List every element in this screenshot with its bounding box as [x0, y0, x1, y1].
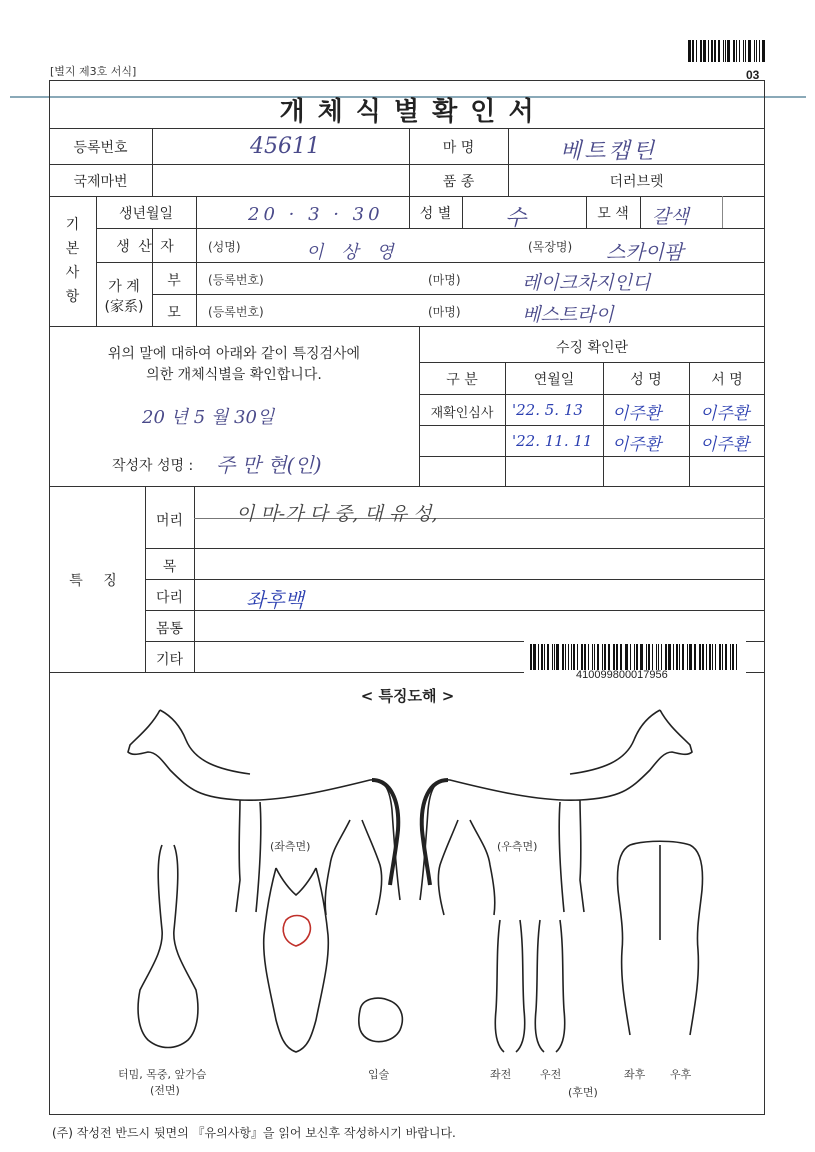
- top-barcode: [688, 40, 766, 62]
- barcode-bar: [718, 40, 720, 62]
- dam-label: 모: [167, 305, 181, 321]
- barcode-bar: [723, 40, 724, 62]
- head-marking: [283, 916, 310, 947]
- feature-leg-label: 다리: [155, 590, 184, 606]
- horse-front-legs: [495, 920, 564, 1052]
- left-side-label: (좌측면): [270, 840, 311, 853]
- intl-no-label: 국제마번: [73, 174, 128, 190]
- basic-section-char-3: 사: [65, 265, 80, 281]
- barcode-bar: [745, 40, 746, 62]
- barcode-bar: [725, 40, 726, 62]
- rule: [419, 394, 765, 395]
- revision-row-2-name: 이주환: [612, 435, 662, 455]
- barcode-bar: [594, 644, 595, 670]
- revision-row-1-date: '22. 5. 13: [512, 401, 583, 419]
- barcode-bar: [608, 644, 610, 670]
- basic-section-char-2: 본: [65, 241, 80, 257]
- horse-rear-view: [618, 841, 703, 1035]
- rule: [462, 196, 463, 228]
- rule: [419, 362, 765, 363]
- barcode-bar: [630, 644, 632, 670]
- barcode-bar: [556, 644, 558, 670]
- barcode-bar: [625, 644, 626, 670]
- barcode-bar: [694, 644, 696, 670]
- sire-label: 부: [167, 273, 181, 289]
- barcode-bar: [673, 644, 674, 670]
- barcode-bar: [712, 644, 713, 670]
- barcode-bar: [709, 644, 711, 670]
- confirm-date: 20 년 5 월 30일: [142, 407, 275, 428]
- barcode-bar: [652, 644, 654, 670]
- footer-note: (주) 작성전 반드시 뒷면의 『유의사항』을 읽어 보신후 작성하시기 바랍니다.: [52, 1126, 456, 1140]
- barcode-bar: [687, 644, 689, 670]
- barcode-bar: [733, 40, 735, 62]
- revision-header-date: 연월일: [533, 372, 575, 388]
- sire-reg-no-label: (등록번호): [208, 273, 264, 287]
- barcode-bar: [727, 40, 730, 62]
- barcode-bar: [725, 644, 727, 670]
- rule: [419, 425, 765, 426]
- barcode-bar: [552, 644, 553, 670]
- barcode-bar: [665, 644, 667, 670]
- barcode-bar: [577, 644, 578, 670]
- barcode-bar: [541, 644, 543, 670]
- barcode-bars: [530, 644, 740, 670]
- barcode-bar: [708, 40, 709, 62]
- barcode-bar: [702, 644, 704, 670]
- barcode-bar: [703, 40, 706, 62]
- barcode-bar: [743, 40, 744, 62]
- barcode-bar: [739, 40, 741, 62]
- basic-section-char-1: 기: [65, 217, 80, 233]
- barcode-bar: [646, 644, 648, 670]
- barcode-bar: [592, 644, 594, 670]
- revision-header-type: 구 분: [446, 372, 478, 388]
- revision-row-1-type: 재확인심사: [430, 406, 494, 421]
- rule: [145, 548, 765, 549]
- writer-label: 작성자 성명 :: [112, 458, 194, 474]
- barcode-bar: [640, 644, 642, 670]
- barcode-bar: [581, 644, 583, 670]
- barcode-bar: [538, 644, 539, 670]
- barcode-bar: [613, 644, 615, 670]
- barcode-bar: [626, 644, 628, 670]
- rule: [49, 164, 765, 165]
- front-right-leg-label: 우전: [540, 1068, 562, 1081]
- breeder-name-label: (성명): [208, 240, 241, 254]
- horse-name-value: 베트캡틴: [560, 139, 658, 164]
- feature-head-label: 머리: [155, 513, 184, 529]
- horse-right-side: [420, 710, 692, 915]
- barcode-bar: [689, 644, 691, 670]
- breed-label: 품 종: [442, 174, 475, 190]
- barcode-bar: [544, 644, 546, 670]
- barcode-bar: [568, 644, 569, 670]
- breed-value: 더러브렛: [609, 174, 664, 190]
- barcode-bar: [584, 644, 586, 670]
- barcode-bar: [696, 40, 697, 62]
- page-number: 03: [746, 68, 760, 82]
- dam-value: 베스트라이: [522, 304, 614, 326]
- barcode-bar: [602, 644, 603, 670]
- page-title: 개 체 식 별 확 인 서: [279, 97, 536, 127]
- rule: [49, 196, 765, 197]
- front-label: (전면): [150, 1084, 180, 1097]
- barcode-bar: [711, 40, 713, 62]
- revision-row-2-sign: 이주환: [700, 435, 750, 455]
- rule: [49, 326, 765, 327]
- barcode-bar: [597, 644, 599, 670]
- rule: [145, 579, 765, 580]
- sex-value: 수: [505, 206, 527, 231]
- confirm-text-line2: 의한 개체식별을 확인합니다.: [146, 367, 322, 383]
- barcode-bar: [634, 644, 635, 670]
- barcode-bar: [636, 644, 638, 670]
- barcode-bar: [554, 644, 555, 670]
- barcode-bar: [676, 644, 678, 670]
- sire-value: 레이크차지인디: [522, 272, 651, 294]
- barcode-bar: [700, 40, 702, 62]
- barcode-bar: [648, 644, 650, 670]
- barcode-bar: [754, 40, 755, 62]
- barcode-bar: [759, 40, 760, 62]
- horse-name-label: 마 명: [442, 140, 475, 156]
- horse-head-front: [264, 868, 329, 1052]
- reg-no-value: 45611: [250, 134, 320, 159]
- breeder-name-value: 이 상 영: [306, 242, 400, 263]
- rule: [152, 294, 765, 295]
- feature-other-label: 기타: [155, 652, 184, 668]
- revision-header-sign: 서 명: [711, 372, 743, 388]
- right-side-label: (우측면): [497, 840, 538, 853]
- reg-no-label: 등록번호: [73, 140, 128, 156]
- revision-row-2-date: '22. 11. 11: [512, 432, 593, 450]
- revision-title: 수징 확인란: [555, 340, 629, 356]
- dam-name-label: (마명): [428, 305, 461, 319]
- birth-label: 생년월일: [118, 206, 174, 222]
- barcode-bar: [682, 644, 684, 670]
- barcode-bar: [756, 40, 757, 62]
- pedigree-label-hanja: (家系): [104, 299, 144, 315]
- revision-row-1-name: 이주환: [612, 404, 662, 424]
- horse-front-chest: [138, 845, 198, 1048]
- barcode-bar: [656, 644, 657, 670]
- rule: [49, 486, 765, 487]
- farm-value: 스카이팜: [606, 240, 684, 264]
- sire-name-label: (마명): [428, 273, 461, 287]
- confirm-text-line1: 위의 말에 대하여 아래와 같이 특징검사에: [107, 346, 361, 362]
- barcode-bar: [562, 644, 564, 670]
- front-caption: 터밈, 목중, 앞가슴: [118, 1068, 207, 1081]
- revision-row-1-sign: 이주환: [700, 404, 750, 424]
- barcode-bar: [715, 644, 717, 670]
- barcode-bar: [692, 40, 695, 62]
- barcode-bar: [706, 644, 707, 670]
- barcode-bar: [616, 644, 618, 670]
- barcode-bar: [533, 644, 535, 670]
- barcode-bar: [732, 644, 734, 670]
- barcode-bar: [588, 644, 589, 670]
- rule: [152, 128, 153, 196]
- barcode-bar: [547, 644, 549, 670]
- barcode-bar: [722, 644, 724, 670]
- color-value: 갈색: [652, 206, 689, 228]
- dam-reg-no-label: (등록번호): [208, 305, 264, 319]
- diagram-title: < 특징도해 >: [360, 687, 455, 705]
- barcode-bar: [736, 644, 737, 670]
- features-section-label: 특 징: [69, 573, 125, 589]
- feature-neck-label: 목: [162, 559, 177, 575]
- rule: [145, 610, 765, 611]
- barcode-bar: [736, 40, 737, 62]
- barcode-bar: [668, 644, 670, 670]
- revision-header-name: 성 명: [630, 372, 662, 388]
- rule: [49, 128, 765, 129]
- feature-head-value: 이 마-가 다 중, 대 유 성,: [236, 503, 438, 525]
- barcode-bar: [573, 644, 575, 670]
- barcode-sticker: [524, 640, 746, 684]
- barcode-bar: [604, 644, 606, 670]
- barcode-bar: [719, 644, 721, 670]
- form-label: [별지 제3호 서식]: [50, 65, 137, 78]
- mouth-caption: 입술: [368, 1068, 390, 1081]
- barcode-bar: [661, 644, 662, 670]
- barcode-bar: [688, 40, 691, 62]
- basic-section-char-4: 항: [65, 289, 80, 305]
- barcode-bar: [730, 644, 732, 670]
- writer-value: 주 만 현(인): [216, 453, 322, 477]
- farm-label: (목장명): [528, 240, 573, 254]
- barcode-bar: [571, 644, 572, 670]
- rule: [722, 196, 723, 228]
- barcode-bar: [714, 40, 716, 62]
- rule: [419, 456, 765, 457]
- front-left-leg-label: 좌전: [490, 1068, 512, 1081]
- barcode-bar: [679, 644, 680, 670]
- barcode-bar: [699, 644, 701, 670]
- barcode-bar: [748, 40, 751, 62]
- barcode-bar: [620, 644, 622, 670]
- horse-mouth-view: [359, 998, 403, 1042]
- barcode-bar: [762, 40, 765, 62]
- rear-label: (후면): [568, 1086, 598, 1099]
- feature-body-label: 몸통: [155, 621, 184, 637]
- rear-left-leg-label: 좌후: [624, 1068, 646, 1081]
- rear-right-leg-label: 우후: [670, 1068, 692, 1081]
- barcode-bar: [658, 644, 660, 670]
- rule: [196, 196, 197, 326]
- rule: [640, 196, 641, 228]
- color-label: 모 색: [597, 206, 629, 222]
- feature-leg-value: 좌후백: [246, 588, 304, 612]
- breeder-label: 생 산 자: [116, 239, 176, 255]
- barcode-bar: [530, 644, 532, 670]
- horse-diagram: [100, 690, 720, 1090]
- sex-label: 성 별: [419, 206, 452, 222]
- barcode-number: 410099800017956: [576, 669, 668, 681]
- pedigree-label: 가 계: [108, 279, 140, 295]
- birth-value: 20 · 3 · 30: [248, 204, 384, 225]
- barcode-bar: [565, 644, 566, 670]
- horse-left-side: [128, 710, 400, 915]
